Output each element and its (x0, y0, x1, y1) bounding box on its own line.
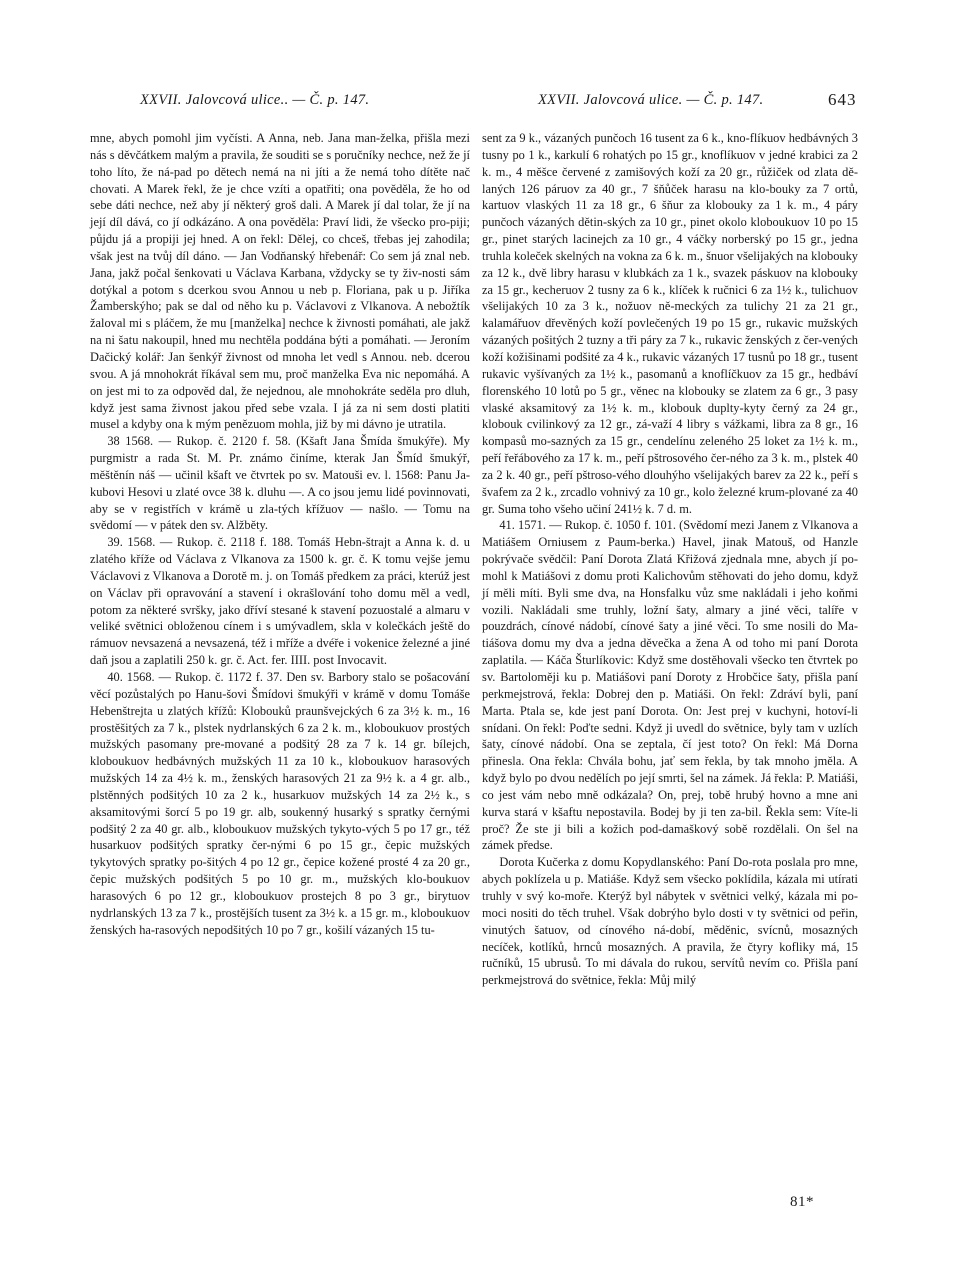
paragraph: 39. 1568. — Rukop. č. 2118 f. 188. Tomáš Hebn-štrajt a Anna k. d. u zlatého kříže od Václava z Vlkanova za 1500 k. gr. č. K tomu vejše jemu Václavovi z Vlkanova a Dorotě m. j. on Tomáš předkem za práci, kterúž jest on Václav při opravování a stavení i okrašlování toho domu měl a vedl, potom za některé svršky, jako dříví stesané k stavení pozuostalé a almaru v veliké světnici obloženou cínem i s umývadlem, skla v kolečkách ještě do rámuov nevsazená a nevsazená, též i mříže a dvéře i vokenice železné a jiné daň jsou a zaplatili 250 k. gr. č. Act. fer. IIII. post Invocavit. (90, 535, 470, 668)
paragraph: mne, abych pomohl jim vyčísti. A Anna, neb. Jana man-želka, přišla mezi nás s děvčátkem malým a pravila, že souditi se s poručníky nechce, než že jí toho líto, že ná-pad po dětech nemá na ni jíti a že nemá toho dítěte nač chovati. A Marek řekl, že je chce vzíti a opatřiti; ona pověděla, že ho od sebe dáti nechce, než aby jí některý groš dali. A Marek jí dal tolar, že jí na její díl dává, co jí odkázáno. A ona pověděla: Praví lidi, že všecko pro-piji; půjdu já a propiji jej hned. A on řekl: Dělej, co chceš, třebas jej zahodila; však jest na tvůj díl dáno. — Jan Vodňanský hřebenář: Co sem já znal neb. Jana, jakž počal šenkovati u Václava Karbana, vždycky se ty živ-nosti sám dotýkal a potom s dcerkou svou Annou u neb p. Floriana, pak u p. Jiříka Žamberskýho; pak se dal od něho ku p. Václavovi z Vlkanova. A nebožtík žaloval mi s pláčem, že mu [manželka] nechce k živnosti pomáhati, ale jakž na ni šatu nakoupil, hned mu nechtěla poddána býti a pomáhati. — Jeroním Dačický kolář: Jan šenkýř živnost od mnoha let vedl s Annou. neb. dcerou svou. A já mnohokrát říkával sem mu, proč manželka Eva nic nepomáhá. A on jest mi to za odpověd dal, že nejednou, ale mnohokráte seděla pro dluh, když jest sama živnost jakou před sebe vzala. I já za ni sem dosti platiti musel a kdyby ona k mým penězuom mohla, již by mi dávno je utratila. (90, 131, 470, 432)
paragraph: 41. 1571. — Rukop. č. 1050 f. 101. (Svědomí mezi Janem z Vlkanova a Matiášem Orniusem z Paum-berka.) Havel, jinak Matouš, od Hanzle pokrývače svědčil: Paní Dorota Zlatá Křižová zjednala mne, abych jí po-mohl k Matiášovi z domu proti Kalichovům stěhovati do jeho domu, když jí měli míti. Byli sme dva, na Honsfalku vůz sme nakládali i jeho koňmi vozili. Nakládali sme truhly, ložní šaty, almary a jiné věci, talíře v pouzdrách, cínové nádobí, cínové šaty a jiné věci. To sme nosili do Ma-tiášova domu my dva a jedna děvečka a žena A od toho mi paní Dorota zaplatila. — Káča Šturlíkovic: Když sme dostěhovali všecko ten čtvrtek po sv. Bartoloměji ku p. Matiášovi paní Doroty z Hrobčice šaty, přišla paní perkmejstrová, řekla: Dobrej den p. Matiáši. On řekl: Zdráví byli, paní Marta. Ptala se, kde jest paní Dorota. On: Jest prej v kuchyni, hotoví-li snídani. On řekl: Poďte sedni. Když ji uvedl do světnice, byly tam v uzlích šaty, cínové nádobí. Ona se zeptala, čí jest toto? On řekl: Má Dorna přinesla. Ona řekla: Chvála bohu, jať sem řekla, by tak mnoho jměla. A když bylo po dvou nedělích po její smrti, šel na zámek. Já řekla: P. Matiáši, co jest vám nebo mně odkázala? On, prej, tobě hrubý hovno a mne ani kurva stará v kšaftu nepostavila. Bodej by ji ten za-bil. Řekla sem: Víte-li proč? Že ste ji bili a kožich pod-damaškový sobě rozdělali. On šel na zámek předse. (482, 518, 858, 853)
right-column (482, 130, 858, 989)
page-number: 643 (828, 90, 857, 109)
paragraph: sent za 9 k., vázaných punčoch 16 tusent za 6 k., kno-flíkuov hedbávných 3 tusny po 1 k., karkulí 6 rohatých po 15 gr., knoflíkuov v jedné krabici za 2 k. m., 4 měšce červené z zamišových koží za 20 gr., růžiček od zlata dě-laných 126 páruov za 40 gr., 7 šňůček harasu na klo-bouky za 7 ortů, kartuov vlaských 11 za 18 gr., 6 šňur za klobouky za 1 k. m., 4 páry punčoch vázaných dětin-ských za 10 gr., pinet okolo kloboukuov 10 po 15 gr., pinet starých lacinejch za 10 gr., 4 váčky norberský po 15 gr., jedna truhla koleček skelných na vokna za 6 k. m., šnuor všelijakých na klobouky za 12 k., dvě libry harasu v klubkách za 1 k., svazek páskuov na klobouky za 15 gr., kecheruov 2 tusny za 6 k., klíček k ručnici 6 za 1½ k., tulichuov všelijakých 10 za 3 k., nožuov ně-meckých za tulichy 21 za 21 gr., kalamářuov dřevěných koží povlečených 19 po 15 gr., rukavic mužských vázaných pošitých 2 tuzny a tři páry za 7 k., rukavic ženských z čer-vených koží kožišinami podšité za 4 k., rukavic vázaných 17 tusnů po 18 gr., tusent rukavic vyšívaných za 1½ k., pasomanů a knoflíčkuov za 15 gr., hedbáví florenského 10 lotů po 5 gr., věnec na klobouky se zlatem za 6 gr., 3 pasy vlaské aksamitový za 1½ k. m., klobouk duplty-kyty černý za 24 gr., klobouk cvilinkový za 12 gr., zá-važí 4 libry s vážkami, libra za 8 gr., 16 kompasů mo-sazných za 15 gr., cendelínu zeleného 25 loket za 1½ k. m., peří řeřábového za 17 k. m., peří pštrosového čer-ného za 3 k. m., plstek 40 za 2 k. 40 gr., peří pštroso-vého dlouhýho všelijakých barev za 22 k., peří s švafem za 2 k., zrcadlo vohnivý za 10 gr., kolo železné krum-plované za 40 gr. Suma toho všeho učiní 241½ k. 7 d. m. (482, 131, 858, 516)
header-left: XXVII. Jalovcová ulice.. — Č. p. 147. (140, 92, 370, 108)
signature-mark: 81* (790, 1194, 814, 1210)
running-header (0, 92, 960, 116)
header-right: XXVII. Jalovcová ulice. — Č. p. 147. (538, 92, 764, 108)
paragraph: 40. 1568. — Rukop. č. 1172 f. 37. Den sv. Barbory stalo se pošacování věcí pozůstalých po Hanu-šovi Šmídovi šmukýři v krámě v domu Tomáše Hebenštrejta u zlatých křížů: Klobouků praunšvejckých 6 za 3½ k. m., 16 prostěšitých za 7 k., plstek nydrlanských 6 za 2 k. m., kloboukuov prostých mužských pasomany pre-mované a podšitý 28 za 7 k. 14 gr. bílejch, kloboukuov hedbávných mužských 11 za 10 k., kloboukuov harasových mužských 14 za 4½ k. m., ženských harasových 21 za 9½ k. a 4 gr. alb., plstěnných podšitých 10 za 2 k., husarkuov mužských 14 za 2½ k., s aksamitovými šorcí 5 po 19 gr. alb, soukenný husarký s spratky černými podšitý 2 za 40 gr. alb., kloboukuov mužských tykyto-vých 5 po 17 gr., též husarkuov podšitých spratky čer-nými 6 po 15 gr., čepic mužských tykytových spratky po-šitých 4 po 12 gr., čepice kožené prosté 4 za 20 gr., čepic mužských podšitých 5 po 10 gr. m., mužských klo-boukuov harasových 6 po 12 gr., kloboukuov prostejch 8 po 3 gr., birytuov nydrlanských 13 za 7 k., prostějších tusent za 3½ k. a 15 gr. m., kloboukuov ženských ha-rasových nepodšitých 10 po 7 gr., košilí vázaných 15 tu- (90, 670, 470, 937)
paragraph: Dorota Kučerka z domu Kopydlanského: Paní Do-rota poslala pro mne, abych poklízela u p. Matiáše. Když sem všecko poklídila, kázala mi utírati truhly v svý ko-moře. Kterýž byl nábytek v světnici velký, kázala mi po-moci nositi do těch truhel. Však dobrýho bylo dosti v ty světnici od peřin, vinutých šatuov, od cínového ná-dobí, měděnic, svícnů, mosazných necíček, kotlíků, hrnců mosazných. A pravila, že čtyry kofliky má, 15 ručníků, 15 ubrusů. To mi dávala do rukou, servítů nevím co. Přišla paní perkmejstrová do světnice, řekla: Můj milý (482, 855, 858, 988)
left-column (90, 130, 470, 939)
paragraph: 38 1568. — Rukop. č. 2120 f. 58. (Kšaft Jana Šmída šmukýře). My purgmistr a rada St. M. Pr. známo činíme, kterak Jan Šmíd šmukýř, měštěnín náš — učinil kšaft ve čtvrtek po sv. Matouši ev. l. 1568: Panu Ja-kubovi Hesovi u zlaté ovce 38 k. dluhu —. A co jsou jemu lidé povinnovati, aby se v registřích v krámě u zla-tých křížuov — našlo. — Tomu na svědomí — v pátek den sv. Alžběty. (90, 434, 470, 533)
